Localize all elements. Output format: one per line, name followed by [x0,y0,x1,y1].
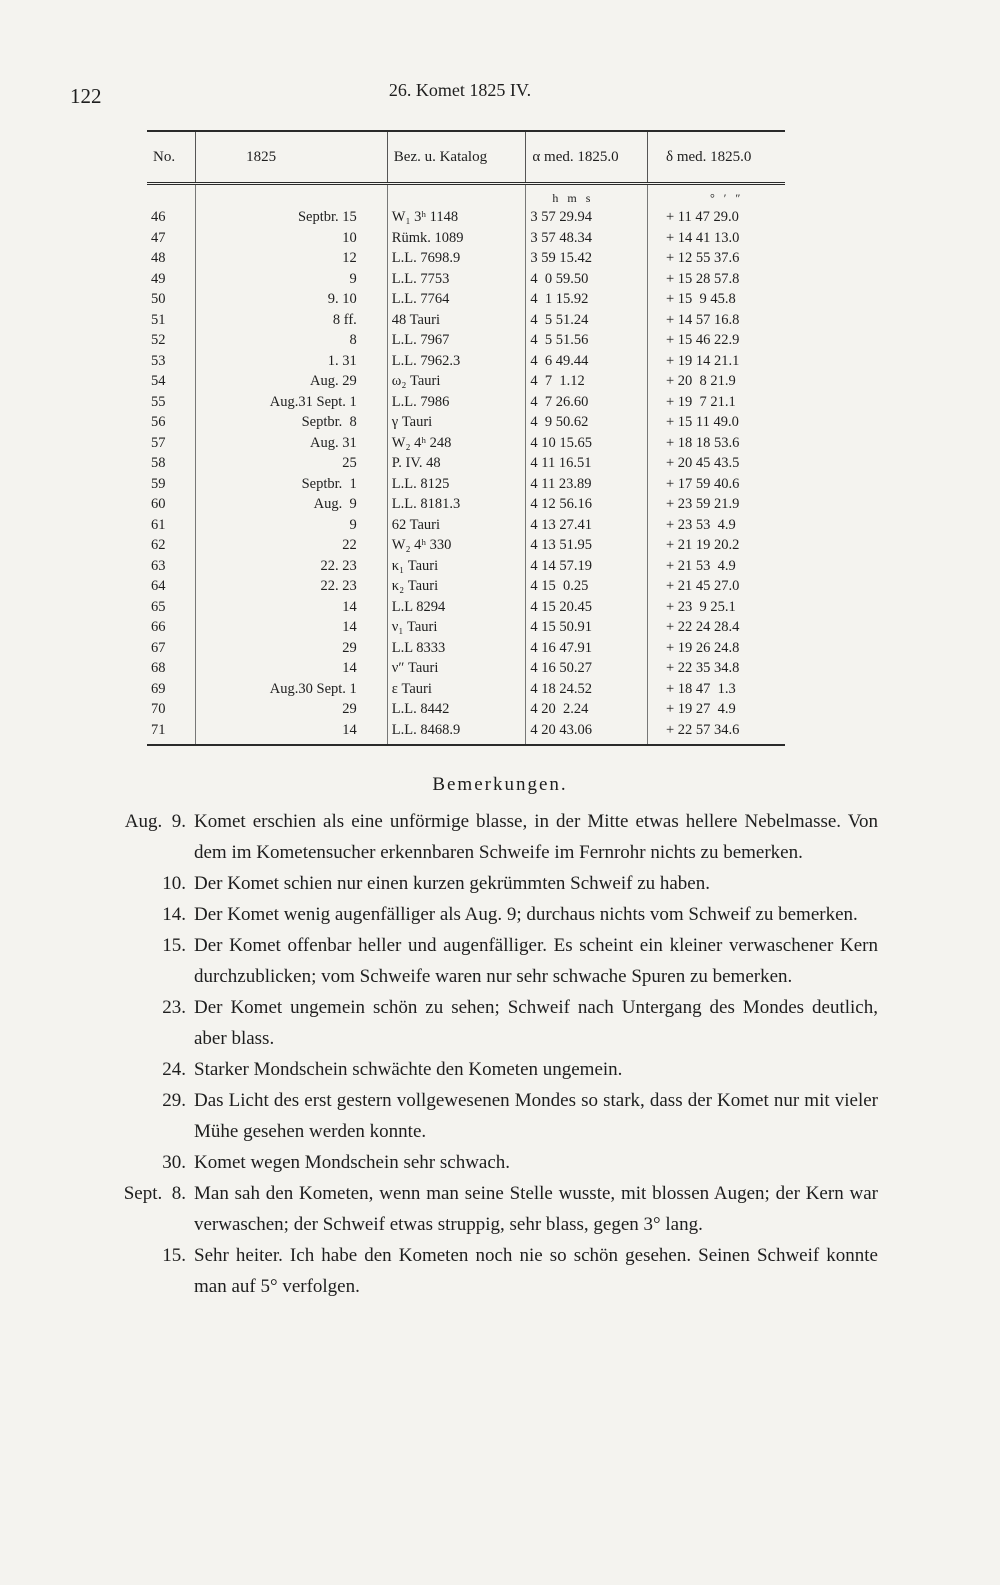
cell-declination: + 21 19 20.2 [648,535,786,556]
cell-no: 54 [151,373,166,389]
cell-no: 51 [151,311,166,328]
cell-declination: + 22 35 34.8 [648,658,786,679]
cell-catalog: W₁ 3ʰ 1148 [387,207,526,228]
cell-no: 70 [151,701,166,717]
table-row [147,658,785,679]
cell-declination: + 20 45 43.5 [648,453,786,474]
remark-date: 15. [162,1245,186,1266]
cell-no: 71 [147,720,196,746]
cell-right-ascension: 4 13 27.41 [526,515,648,536]
remark-text: Der Komet offenbar heller und augenfälliger. Es scheint ein kleiner verwaschener Kern durchzublicken; vom Schweife waren nur sehr schwache Spuren zu bemerken. [194,935,878,987]
cell-no: 55 [151,393,166,410]
cell-declination: + 19 27 4.9 [648,699,786,720]
cell-declination: + 17 59 40.6 [648,474,786,495]
cell-right-ascension: 4 9 50.62 [526,412,648,433]
column-header-declination: δ med. 1825.0 [648,131,786,184]
cell-date: 9 [196,515,388,536]
cell-declination: + 23 9 25.1 [648,597,786,618]
cell-catalog: L.L. 7962.3 [387,351,526,372]
cell-right-ascension: 4 5 51.24 [526,310,648,331]
cell-catalog: L.L. 7967 [387,330,526,351]
cell-right-ascension: 4 15 0.25 [526,576,648,597]
units-row [147,184,785,208]
cell-declination: + 19 26 24.8 [648,638,786,659]
table-row [147,330,785,351]
table-row [147,433,785,454]
cell-right-ascension: 4 6 49.44 [526,351,648,372]
cell-date: 14 [196,597,388,618]
cell-catalog: 62 Tauri [387,515,526,536]
cell-catalog: L.L. 8468.9 [387,720,526,746]
remark-text: Der Komet schien nur einen kurzen gekrümmten Schweif zu haben. [194,873,710,894]
cell-date: 22 [196,535,388,556]
cell-catalog: L.L 8333 [387,638,526,659]
cell-right-ascension: 3 57 29.94 [526,207,648,228]
cell-catalog: L.L. 7764 [387,289,526,310]
cell-catalog: L.L. 7698.9 [387,248,526,269]
column-header-date: 1825 [196,131,388,184]
cell-date: Aug.31 Sept. 1 [196,392,388,413]
unit-cell [196,184,388,208]
table-row [147,679,785,700]
table-row [147,310,785,331]
cell-no: 65 [151,598,166,615]
cell-declination: + 15 9 45.8 [648,289,786,310]
cell-right-ascension: 4 13 51.95 [526,535,648,556]
cell-no: 47 [151,229,166,246]
remark-date: 10. [162,873,186,894]
table-row [147,289,785,310]
remark-date: 14. [162,904,186,925]
remark-date: 15. [162,935,186,956]
cell-declination: + 20 8 21.9 [648,371,786,392]
remarks-title: Bemerkungen. [432,774,568,795]
cell-catalog: γ Tauri [387,412,526,433]
cell-right-ascension: 4 10 15.65 [526,433,648,454]
cell-right-ascension: 4 7 26.60 [526,392,648,413]
cell-date: 10 [196,228,388,249]
remark-date: Sept. 8. [123,1183,186,1204]
cell-no: 66 [151,619,166,635]
cell-right-ascension: 4 20 43.06 [526,720,648,746]
cell-no: 60 [151,496,166,512]
table-row [147,699,785,720]
cell-declination: + 14 41 13.0 [648,228,786,249]
unit-cell [147,184,196,208]
cell-no: 63 [151,557,166,574]
cell-declination: + 15 46 22.9 [648,330,786,351]
table-row [147,556,785,577]
remark-item [88,1178,878,1240]
cell-date: 29 [196,638,388,659]
cell-right-ascension: 4 1 15.92 [526,289,648,310]
table-row [147,453,785,474]
cell-catalog: L.L. 8125 [387,474,526,495]
cell-right-ascension: 4 5 51.56 [526,330,648,351]
cell-date: Septbr. 15 [196,207,388,228]
cell-catalog: 48 Tauri [387,310,526,331]
cell-right-ascension: 4 15 20.45 [526,597,648,618]
cell-declination: + 11 47 29.0 [648,207,786,228]
cell-catalog: L.L. 8181.3 [387,494,526,515]
column-header-right-ascension: α med. 1825.0 [526,131,648,184]
cell-catalog: Rümk. 1089 [387,228,526,249]
table-row [147,617,785,638]
cell-date: Septbr. 8 [196,412,388,433]
cell-no: 67 [151,639,166,656]
cell-date: Aug. 9 [196,494,388,515]
remark-date: 24. [162,1059,186,1080]
table-row [147,515,785,536]
table-row [147,371,785,392]
cell-catalog: ν₁ Tauri [387,617,526,638]
cell-catalog: L.L. 8442 [387,699,526,720]
table-row [147,576,785,597]
cell-no: 69 [151,680,166,697]
remark-item [88,806,878,868]
table-row [147,597,785,618]
table-row [147,351,785,372]
remark-item [88,992,878,1054]
cell-date: Aug. 29 [196,371,388,392]
cell-declination: + 18 18 53.6 [648,433,786,454]
remark-item [88,899,878,930]
remark-item [88,930,878,992]
cell-declination: + 15 11 49.0 [648,412,786,433]
cell-declination: + 18 47 1.3 [648,679,786,700]
cell-no: 68 [151,660,166,676]
table-row [147,207,785,228]
cell-no: 64 [151,578,166,594]
cell-catalog: ω₂ Tauri [387,371,526,392]
cell-declination: + 14 57 16.8 [648,310,786,331]
table-row [147,638,785,659]
cell-no: 48 [151,250,166,266]
running-title: 26. Komet 1825 IV. [388,80,532,100]
cell-date: 9. 10 [196,289,388,310]
cell-no: 52 [151,332,166,348]
cell-catalog: κ₁ Tauri [387,556,526,577]
remark-item [88,1240,878,1302]
table-row [147,248,785,269]
observation-table [147,130,785,746]
cell-no: 62 [151,537,166,553]
remark-date: 23. [162,997,186,1018]
cell-right-ascension: 4 18 24.52 [526,679,648,700]
cell-no: 50 [151,291,166,307]
cell-right-ascension: 4 11 16.51 [526,453,648,474]
cell-declination: + 21 53 4.9 [648,556,786,577]
table-row [147,392,785,413]
cell-catalog: L.L 8294 [387,597,526,618]
cell-no: 49 [151,270,166,287]
cell-catalog: P. IV. 48 [387,453,526,474]
column-header-no: No. [147,131,196,184]
cell-date: 8 [196,330,388,351]
cell-no: 58 [151,455,166,471]
cell-declination: + 22 57 34.6 [648,720,786,746]
cell-declination: + 19 7 21.1 [648,392,786,413]
cell-date: Aug.30 Sept. 1 [196,679,388,700]
cell-right-ascension: 3 59 15.42 [526,248,648,269]
cell-date: 9 [196,269,388,290]
cell-right-ascension: 4 15 50.91 [526,617,648,638]
cell-right-ascension: 4 12 56.16 [526,494,648,515]
cell-date: 22. 23 [196,556,388,577]
remark-text: Starker Mondschein schwächte den Kometen ungemein. [194,1059,623,1080]
cell-declination: + 15 28 57.8 [648,269,786,290]
cell-declination: + 12 55 37.6 [648,248,786,269]
cell-declination: + 22 24 28.4 [648,617,786,638]
cell-no: 59 [151,475,166,492]
unit-cell [387,184,526,208]
table-row [147,720,785,746]
cell-right-ascension: 4 16 47.91 [526,638,648,659]
cell-date: 1. 31 [196,351,388,372]
cell-catalog: L.L. 7986 [387,392,526,413]
cell-date: 25 [196,453,388,474]
cell-no: 46 [151,209,166,225]
cell-no: 56 [151,414,166,430]
cell-catalog: ε Tauri [387,679,526,700]
remarks-list [88,806,878,1302]
cell-date: Septbr. 1 [196,474,388,495]
table-row [147,228,785,249]
cell-right-ascension: 4 11 23.89 [526,474,648,495]
cell-catalog: ν″ Tauri [387,658,526,679]
table-row [147,494,785,515]
table-header-row [147,131,785,184]
column-header-catalog: Bez. u. Katalog [387,131,526,184]
remark-item [88,1147,878,1178]
remark-item [88,868,878,899]
remark-item [88,1085,878,1147]
cell-declination: + 19 14 21.1 [648,351,786,372]
cell-no: 57 [151,434,166,451]
cell-right-ascension: 3 57 48.34 [526,228,648,249]
cell-date: 12 [196,248,388,269]
remark-date: 30. [162,1152,186,1173]
cell-date: 8 ff. [196,310,388,331]
table-row [147,412,785,433]
cell-right-ascension: 4 16 50.27 [526,658,648,679]
remark-date: Aug. 9. [124,811,186,832]
unit-cell-dms: ° ′ ″ [648,184,786,208]
cell-declination: + 21 45 27.0 [648,576,786,597]
cell-catalog: L.L. 7753 [387,269,526,290]
cell-date: 29 [196,699,388,720]
remark-text: Das Licht des erst gestern vollgewesenen Mondes so stark, dass der Komet nur mit vieler Mühe gesehen werden konnte. [194,1090,878,1142]
cell-right-ascension: 4 14 57.19 [526,556,648,577]
remark-text: Man sah den Kometen, wenn man seine Stelle wusste, mit blossen Augen; der Kern war verwaschen; der Schweif etwas struppig, sehr blass, gegen 3° lang. [194,1183,878,1235]
remark-date: 29. [162,1090,186,1111]
cell-right-ascension: 4 7 1.12 [526,371,648,392]
cell-date: 14 [196,658,388,679]
table-row [147,535,785,556]
remark-text: Komet wegen Mondschein sehr schwach. [194,1152,511,1173]
cell-declination: + 23 59 21.9 [648,494,786,515]
unit-cell-hms: h m s [526,184,648,208]
cell-no: 61 [151,516,166,533]
cell-right-ascension: 4 20 2.24 [526,699,648,720]
cell-date: Aug. 31 [196,433,388,454]
cell-catalog: W₂ 4ʰ 248 [387,433,526,454]
table-row [147,474,785,495]
cell-catalog: κ₂ Tauri [387,576,526,597]
page-number: 122 [70,84,102,108]
remark-item [88,1054,878,1085]
remark-text: Sehr heiter. Ich habe den Kometen noch nie so schön gesehen. Seinen Schweif konnte man auf 5° verfolgen. [194,1245,878,1297]
remark-text: Der Komet ungemein schön zu sehen; Schweif nach Untergang des Mondes deutlich, aber blass. [194,997,878,1049]
table-row [147,269,785,290]
cell-date: 14 [196,617,388,638]
cell-right-ascension: 4 0 59.50 [526,269,648,290]
cell-date: 22. 23 [196,576,388,597]
cell-no: 53 [151,352,166,369]
remark-text: Komet erschien als eine unförmige blasse, in der Mitte etwas hellere Nebelmasse. Von dem im Kometensucher erkennbaren Schweife im Fernrohr nichts zu bemerken. [194,811,878,863]
cell-declination: + 23 53 4.9 [648,515,786,536]
cell-catalog: W₂ 4ʰ 330 [387,535,526,556]
cell-date: 14 [196,720,388,746]
remark-text: Der Komet wenig augenfälliger als Aug. 9; durchaus nichts vom Schweif zu bemerken. [194,904,858,925]
